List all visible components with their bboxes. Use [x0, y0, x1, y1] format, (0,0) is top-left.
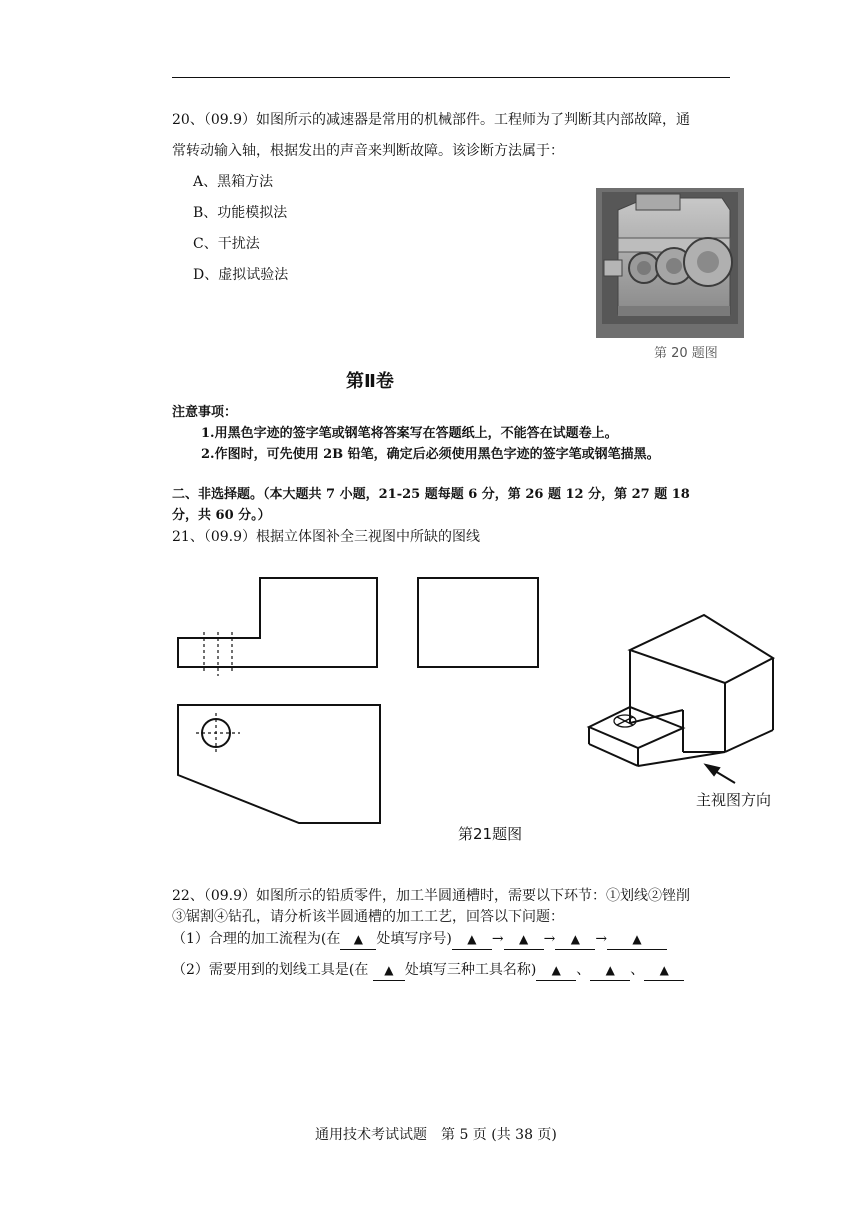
note-1: 1.用黑色字迹的签字笔或钢笔将答案写在答题纸上，不能答在试题卷上。 — [201, 426, 618, 441]
header-rule — [172, 77, 730, 78]
q20-stem-line2: 常转动输入轴，根据发出的声音来判断故障。该诊断方法属于： — [172, 143, 564, 159]
q20-figure-caption: 第 20 题图 — [654, 346, 718, 361]
page-footer: 通用技术考试试题 第 5 页 (共 38 页) — [315, 1127, 557, 1143]
part2-title: 第Ⅱ卷 — [346, 371, 394, 392]
note-2: 2.作图时，可先使用 2B 铅笔，确定后必须使用黑色字迹的签字笔或钢笔描黑。 — [201, 447, 660, 462]
q22-sub2-marker: ▲ — [373, 960, 405, 981]
q20-option-b: B、功能模拟法 — [193, 205, 288, 221]
separator: 、 — [576, 962, 591, 978]
flow-arrow: → — [491, 931, 504, 947]
isometric-view — [589, 615, 773, 766]
answer-blank-tool1[interactable]: ▲ — [536, 960, 576, 981]
front-view — [178, 578, 377, 667]
q20-stem-line1: 20、（09.9）如图所示的减速器是常用的机械部件。工程师为了判断其内部故障，通 — [172, 112, 690, 128]
answer-blank-step1[interactable]: ▲ — [452, 929, 492, 950]
q20-option-a: A、黑箱方法 — [193, 174, 274, 190]
q22-stem-line1: 22、（09.9）如图所示的铅质零件，加工半圆通槽时，需要以下环节：①划线②锉削 — [172, 888, 690, 904]
q20-option-d: D、虚拟试验法 — [193, 267, 289, 283]
side-view — [418, 578, 538, 667]
flow-arrow: → — [543, 931, 556, 947]
q22-sub1 — [172, 929, 667, 950]
q22-sub1-mid: 处填写序号) — [376, 931, 452, 947]
q22-sub2-prefix: （2）需要用到的划线工具是(在 — [172, 962, 373, 978]
notes-heading: 注意事项： — [172, 405, 238, 420]
q22-sub1-prefix: （1）合理的加工流程为(在 — [172, 931, 341, 947]
flow-arrow: → — [595, 931, 608, 947]
q22-stem-line2: ③锯割④钻孔，请分析该半圆通槽的加工工艺，回答以下问题： — [172, 909, 564, 925]
answer-blank-step4[interactable]: ▲ — [607, 929, 667, 950]
section-heading-line2: 分，共 60 分。） — [172, 508, 271, 523]
top-view — [178, 705, 380, 823]
q21-stem: 21、（09.9）根据立体图补全三视图中所缺的图线 — [172, 529, 480, 545]
view-direction-label: 主视图方向 — [696, 791, 772, 809]
q20-option-c: C、干扰法 — [193, 236, 260, 252]
reducer-photo — [596, 188, 744, 338]
answer-blank-step2[interactable]: ▲ — [504, 929, 544, 950]
q22-sub1-marker: ▲ — [340, 929, 376, 950]
section-heading-line1: 二、非选择题。（本大题共 7 小题，21-25 题每题 6 分，第 26 题 12 分，第 27 题 18 — [172, 487, 690, 502]
q21-figure-caption: 第21题图 — [458, 825, 523, 843]
answer-blank-step3[interactable]: ▲ — [555, 929, 595, 950]
q22-sub2 — [172, 960, 684, 981]
answer-blank-tool2[interactable]: ▲ — [590, 960, 630, 981]
q21-three-view-figure — [170, 570, 810, 855]
answer-blank-tool3[interactable]: ▲ — [644, 960, 684, 981]
q22-sub2-mid: 处填写三种工具名称) — [404, 962, 537, 978]
separator: 、 — [630, 962, 645, 978]
